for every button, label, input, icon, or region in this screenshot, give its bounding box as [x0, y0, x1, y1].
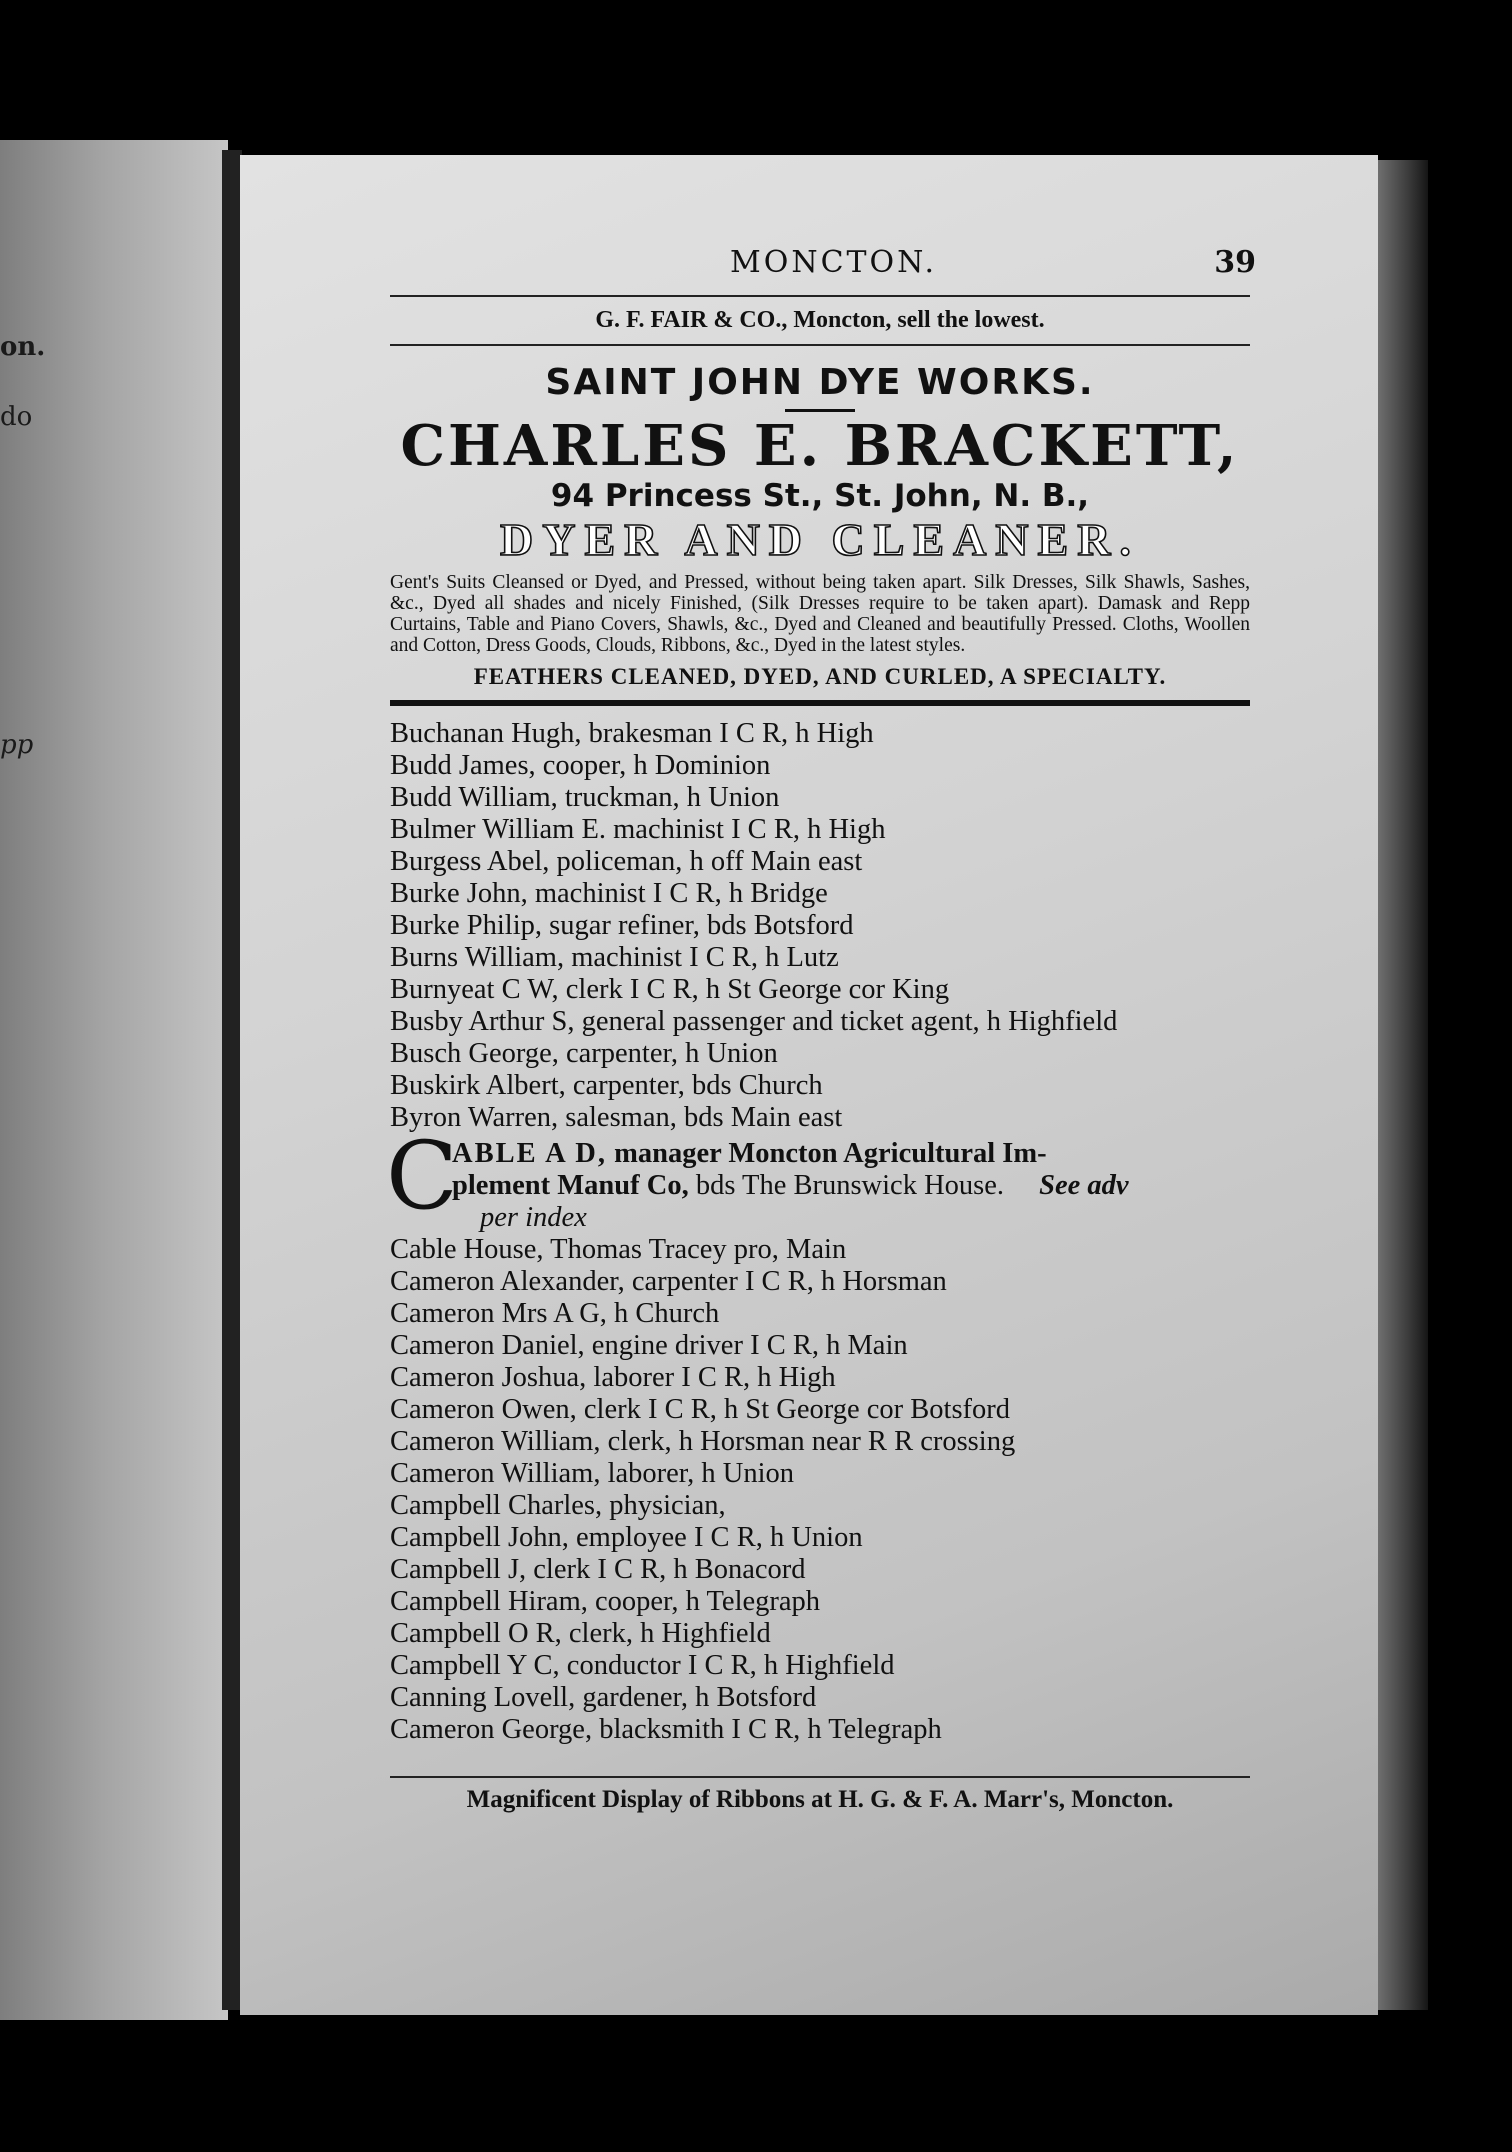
directory-entry: Cable House, Thomas Tracey pro, Main — [390, 1234, 847, 1265]
cable-company: plement Manuf Co, — [452, 1170, 689, 1201]
directory-entry: Busby Arthur S, general passenger and ticket agent, h Highfield — [390, 1006, 1118, 1037]
directory-entry: Cameron William, clerk, h Horsman near R R crossing — [390, 1426, 1016, 1457]
entries-before-list — [390, 718, 1250, 1134]
directory-entry: Canning Lovell, gardener, h Botsford — [390, 1682, 817, 1713]
cable-entry — [386, 1122, 1250, 1234]
cable-occupation: manager Moncton Agricultural Im- — [614, 1138, 1047, 1169]
directory-entry: Burns William, machinist I C R, h Lutz — [390, 942, 839, 973]
directory-entry: Cameron Alexander, carpenter I C R, h Horsman — [390, 1266, 947, 1297]
top-advertisement: G. F. FAIR & CO., Moncton, sell the lowest. — [595, 307, 1045, 333]
per-index-note: per index — [480, 1202, 587, 1233]
running-head: MONCTON. — [730, 245, 937, 280]
directory-entry: Budd William, truckman, h Union — [390, 782, 780, 813]
entries-after-list — [390, 1234, 1250, 1746]
directory-entry: Campbell Y C, conductor I C R, h Highfield — [390, 1650, 895, 1681]
directory-entry: Campbell Hiram, cooper, h Telegraph — [390, 1586, 821, 1617]
see-adv-note: See adv — [1039, 1170, 1129, 1201]
ad-trade: DYER AND CLEANER. — [500, 514, 1140, 565]
left-page — [0, 140, 228, 2020]
directory-entry: Bulmer William E. machinist I C R, h High — [390, 814, 886, 845]
directory-entry: Buchanan Hugh, brakesman I C R, h High — [390, 718, 874, 749]
directory-entry: Campbell John, employee I C R, h Union — [390, 1522, 863, 1553]
directory-entry: Budd James, cooper, h Dominion — [390, 750, 771, 781]
directory-entry: Busch George, carpenter, h Union — [390, 1038, 778, 1069]
directory-entry: Burnyeat C W, clerk I C R, h St George cor King — [390, 974, 950, 1005]
directory-entry: Cameron Daniel, engine driver I C R, h Main — [390, 1330, 908, 1361]
cable-residence: bds The Brunswick House. — [695, 1170, 1005, 1201]
section-rule — [390, 700, 1250, 706]
page-header — [390, 245, 1256, 295]
directory-entry: Campbell Charles, physician, — [390, 1490, 726, 1521]
footer-advertisement: Magnificent Display of Ribbons at H. G. & F. A. Marr's, Moncton. — [466, 1786, 1174, 1813]
ad-address: 94 Princess St., St. John, N. B., — [550, 478, 1090, 514]
directory-entry: Campbell J, clerk I C R, h Bonacord — [390, 1554, 806, 1585]
directory-entry: Buskirk Albert, carpenter, bds Church — [390, 1070, 823, 1101]
directory-entry: Cameron Owen, clerk I C R, h St George cor Botsford — [390, 1394, 1011, 1425]
directory-page — [240, 155, 1378, 2015]
directory-entry: Burgess Abel, policeman, h off Main east — [390, 846, 863, 877]
left-page-fragment: pp — [0, 730, 34, 760]
directory-entry: Cameron William, laborer, h Union — [390, 1458, 795, 1489]
directory-entry: Cameron George, blacksmith I C R, h Telegraph — [390, 1714, 942, 1745]
ad-dash — [785, 409, 855, 412]
directory-entry: Burke John, machinist I C R, h Bridge — [390, 878, 828, 909]
left-page-fragment: do — [0, 402, 33, 432]
page-content — [386, 245, 1256, 1814]
directory-entries — [386, 718, 1250, 1746]
ad-rule — [390, 344, 1250, 346]
directory-entry: Cameron Joshua, laborer I C R, h High — [390, 1362, 836, 1393]
page-edge — [1378, 160, 1428, 2010]
ad-specialty: FEATHERS CLEANED, DYED, AND CURLED, A SPECIALTY. — [473, 664, 1167, 689]
directory-entry: Campbell O R, clerk, h Highfield — [390, 1618, 771, 1649]
book-gutter — [222, 150, 242, 2010]
ad-title: SAINT JOHN DYE WORKS. — [545, 362, 1095, 403]
drop-cap: C — [386, 1122, 458, 1231]
directory-entry: Cameron Mrs A G, h Church — [390, 1298, 720, 1329]
cable-name: ABLE A D, — [452, 1138, 608, 1169]
dye-works-advertisement — [390, 362, 1250, 690]
ad-proprietor: CHARLES E. BRACKETT, — [400, 413, 1240, 479]
left-page-fragment: on. — [0, 332, 46, 362]
directory-entry: Byron Warren, salesman, bds Main east — [390, 1102, 843, 1133]
directory-entry: Burke Philip, sugar refiner, bds Botsford — [390, 910, 854, 941]
ad-description: Gent's Suits Cleansed or Dyed, and Pressed, without being taken apart. Silk Dresses, Silk Shawls, Sashes, &c., Dyed all shades and nicely Finished, (Silk Dresses require to be taken apart). Damask and Repp Curtains, Table and Piano Covers, Shawls, &c., Dyed and Cleaned and beautifully Pressed. Cloths, Woollen and Cotton, Dress Goods, Clouds, Ribbons, &c., Dyed in the latest styles. — [390, 572, 1250, 656]
page-number: 39 — [1214, 245, 1256, 280]
